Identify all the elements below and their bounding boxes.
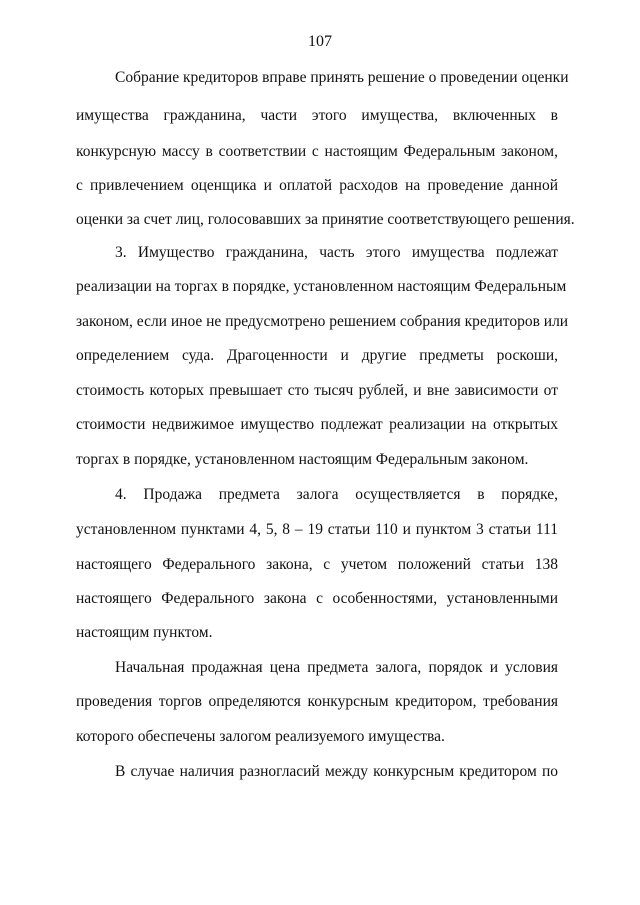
paragraph-2-line-5: стоимость которых превышает сто тысяч рублей, и вне зависимости от xyxy=(76,382,558,399)
paragraph-1-line-1: Собрание кредиторов вправе принять решение о проведении оценки xyxy=(115,69,569,86)
paragraph-1-line-4: с привлечением оценщика и оплатой расходов на проведение данной xyxy=(76,177,558,194)
paragraph-2-line-4: определением суда. Драгоценности и другие предметы роскоши, xyxy=(76,347,558,364)
paragraph-3-line-2: установленном пунктами 4, 5, 8 – 19 статьи 110 и пунктом 3 статьи 111 xyxy=(76,521,558,538)
paragraph-1-line-2: имущества гражданина, части этого имущества, включенных в xyxy=(76,107,558,124)
paragraph-4-line-2: проведения торгов определяются конкурсным кредитором, требования xyxy=(76,693,558,710)
paragraph-3-line-3: настоящего Федерального закона, с учетом положений статьи 138 xyxy=(76,556,558,573)
paragraph-3-line-1: 4. Продажа предмета залога осуществляется в порядке, xyxy=(115,486,558,503)
paragraph-2-line-2: реализации на торгах в порядке, установленном настоящим Федеральным xyxy=(76,278,567,295)
paragraph-4-line-1: Начальная продажная цена предмета залога, порядок и условия xyxy=(115,659,558,676)
paragraph-3-line-4: настоящего Федерального закона с особенностями, установленными xyxy=(76,590,558,607)
paragraph-1-line-5: оценки за счет лиц, голосовавших за принятие соответствующего решения. xyxy=(76,211,575,228)
page-number: 107 xyxy=(308,33,332,50)
paragraph-4-line-3: которого обеспечены залогом реализуемого имущества. xyxy=(76,728,445,745)
paragraph-1-line-3: конкурсную массу в соответствии с настоящим Федеральным законом, xyxy=(76,143,558,160)
paragraph-3-line-5: настоящим пунктом. xyxy=(76,624,213,641)
paragraph-2-line-6: стоимости недвижимое имущество подлежат реализации на открытых xyxy=(76,416,558,433)
paragraph-2-line-3: законом, если иное не предусмотрено решением собрания кредиторов или xyxy=(76,313,569,330)
paragraph-5-line-1: В случае наличия разногласий между конкурсным кредитором по xyxy=(115,763,558,780)
paragraph-2-line-1: 3. Имущество гражданина, часть этого имущества подлежат xyxy=(115,244,558,261)
paragraph-2-line-7: торгах в порядке, установленном настоящим Федеральным законом. xyxy=(76,451,529,468)
